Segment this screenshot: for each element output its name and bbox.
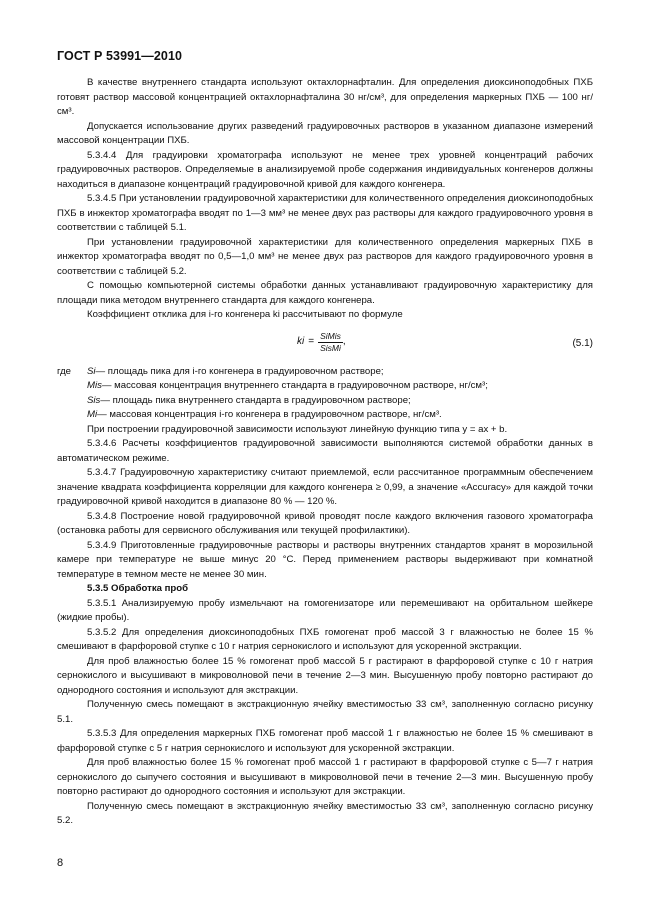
paragraph: Для проб влажностью более 15 % гомогенат проб массой 1 г растирают в фарфоровой ступке с 5—7 г натрия сернокислого до сыпучего состояния и высушивают в микроволновой печи в течение 2—3 мин. Высушенную пробу повторно растирают до однородного состояния и используют для экстракции. [57, 757, 593, 797]
paragraph: С помощью компьютерной системы обработки данных устанавливают градуировочную характеристику для площади пика методом внутреннего стандарта для каждого конгенера. [57, 280, 593, 306]
standard-header: ГОСТ Р 53991—2010 [57, 49, 183, 63]
formula-equals: = [308, 335, 315, 347]
formula [297, 331, 346, 354]
definition-symbol: Sis [87, 394, 101, 406]
paragraph: При установлении градуировочной характеристики для количественного определения маркерных ПХБ в инжектор хроматографа вводят по 0,5—1,0 мм³ не менее двух раз растворов для каждого градуировочного уровня в соответствии с таблицей 5.2. [57, 236, 593, 277]
formula-block [57, 327, 593, 361]
paragraph: В качестве внутреннего стандарта используют октахлорнафталин. Для определения диоксиноподобных ПХБ готовят раствор массовой концентрацией октахлорнафталина 30 нг/см³, для определения маркерных ПХБ — 100 нг/см³. [57, 77, 593, 117]
page-content [57, 76, 593, 829]
paragraph: 5.3.4.5 При установлении градуировочной характеристики для количественного определения диоксиноподобных ПХБ в инжектор хроматографа вводят по 1—3 мм³ не менее двух раз растворы для каждого градуировочного уровня в соответствии с таблицей 5.1. [57, 193, 593, 233]
definition-item [57, 379, 593, 394]
paragraph: Коэффициент отклика для i-го конгенера ki рассчитывают по формуле [87, 309, 403, 320]
formula-number: (5.1) [572, 337, 593, 349]
formula-tail: , [342, 335, 346, 347]
paragraph: 5.3.4.6 Расчеты коэффициентов градуировочной зависимости выполняются системой обработки данных в автоматическом режиме. [57, 438, 593, 464]
paragraph: 5.3.5.3 Для определения маркерных ПХБ гомогенат проб массой 1 г влажностью не более 15 % смешивают в фарфоровой ступке с 5 г натрия сернокислого и используют для ускоренной экстракции. [57, 728, 593, 754]
formula-lhs: ki [297, 335, 305, 347]
definition-item [57, 394, 593, 409]
definition-text: — площадь пика для i-го конгенера в градуировочном растворе; [95, 365, 384, 377]
formula-numerator: SiMis [320, 330, 341, 341]
definition-item [57, 408, 593, 423]
formula-denominator: SisMi [320, 342, 341, 353]
definition-item [57, 365, 593, 380]
paragraph: 5.3.4.9 Приготовленные градуировочные растворы и растворы внутренних стандартов хранят в морозильной камере при температуре не выше минус 20 °С. Перед применением растворы выдерживают при комнатной температуре в темном месте не менее 30 мин. [57, 539, 593, 580]
definition-symbol: Mis [87, 380, 102, 391]
paragraph: Полученную смесь помещают в экстракционную ячейку вместимостью 33 см³, заполненную согласно рисунку 5.2. [57, 800, 593, 826]
definition-text: — площадь пика внутреннего стандарта в градуировочном растворе; [100, 394, 411, 406]
paragraph: При построении градуировочной зависимости используют линейную функцию типа y = ax + b. [87, 423, 508, 435]
definitions-list [57, 365, 593, 423]
definitions-lead: где [57, 365, 72, 377]
paragraph: 5.3.5.2 Для определения диоксиноподобных ПХБ гомогенат проб массой 3 г влажностью не более 15 % смешивают в фарфоровой ступке с 10 г натрия сернокислого и используют для ускоренной экстракции. [57, 626, 593, 652]
paragraph: 5.3.4.8 Построение новой градуировочной кривой проводят после каждого включения газового хроматографа (остановка работы для сервисного обслуживания или текущей профилактики). [57, 510, 593, 536]
definition-symbol: Mi [87, 409, 98, 420]
paragraph: 5.3.4.7 Градуировочную характеристику считают приемлемой, если рассчитанное программным обеспечением значение квадрата коэффициента корреляции для каждого конгенера ≥ 0,99, а значение «Accuracy» для каждой точки градуировочной кривой находится в диапазоне 80 % — 120 %. [57, 467, 593, 507]
definition-text: — массовая концентрация i-го конгенера в градуировочном растворе, нг/см³. [97, 409, 442, 420]
section-title: 5.3.5 Обработка проб [87, 583, 189, 594]
paragraph: 5.3.4.4 Для градуировки хроматографа используют не менее трех уровней концентраций рабочих градуировочных растворов. Определяемые в анализируемой пробе содержания индивидуальных конгенеров должны находиться в диапазоне концентраций градуировочной кривой для каждого конгенера. [57, 149, 593, 190]
definition-symbol: Si [87, 365, 96, 377]
paragraph: Допускается использование других разведений градуировочных растворов в указанном диапазоне измерений массовой концентрации ПХБ. [57, 120, 593, 146]
paragraph: Для проб влажностью более 15 % гомогенат проб массой 5 г растирают в фарфоровой ступке с 10 г натрия сернокислого и высушивают в микроволновой печи в течение 2—3 мин. Высушенную пробу повторно растирают до однородного состояния и используют для экстракции. [57, 655, 593, 696]
formula-fraction [318, 331, 343, 354]
paragraph: Полученную смесь помещают в экстракционную ячейку вместимостью 33 см³, заполненную согласно рисунку 5.1. [57, 699, 593, 725]
definition-text: — массовая концентрация внутреннего стандарта в градуировочном растворе, нг/см³; [101, 380, 488, 391]
paragraph: 5.3.5.1 Анализируемую пробу измельчают на гомогенизаторе или перемешивают на орбитальном шейкере (жидкие пробы). [57, 597, 593, 623]
page-number: 8 [57, 857, 64, 869]
